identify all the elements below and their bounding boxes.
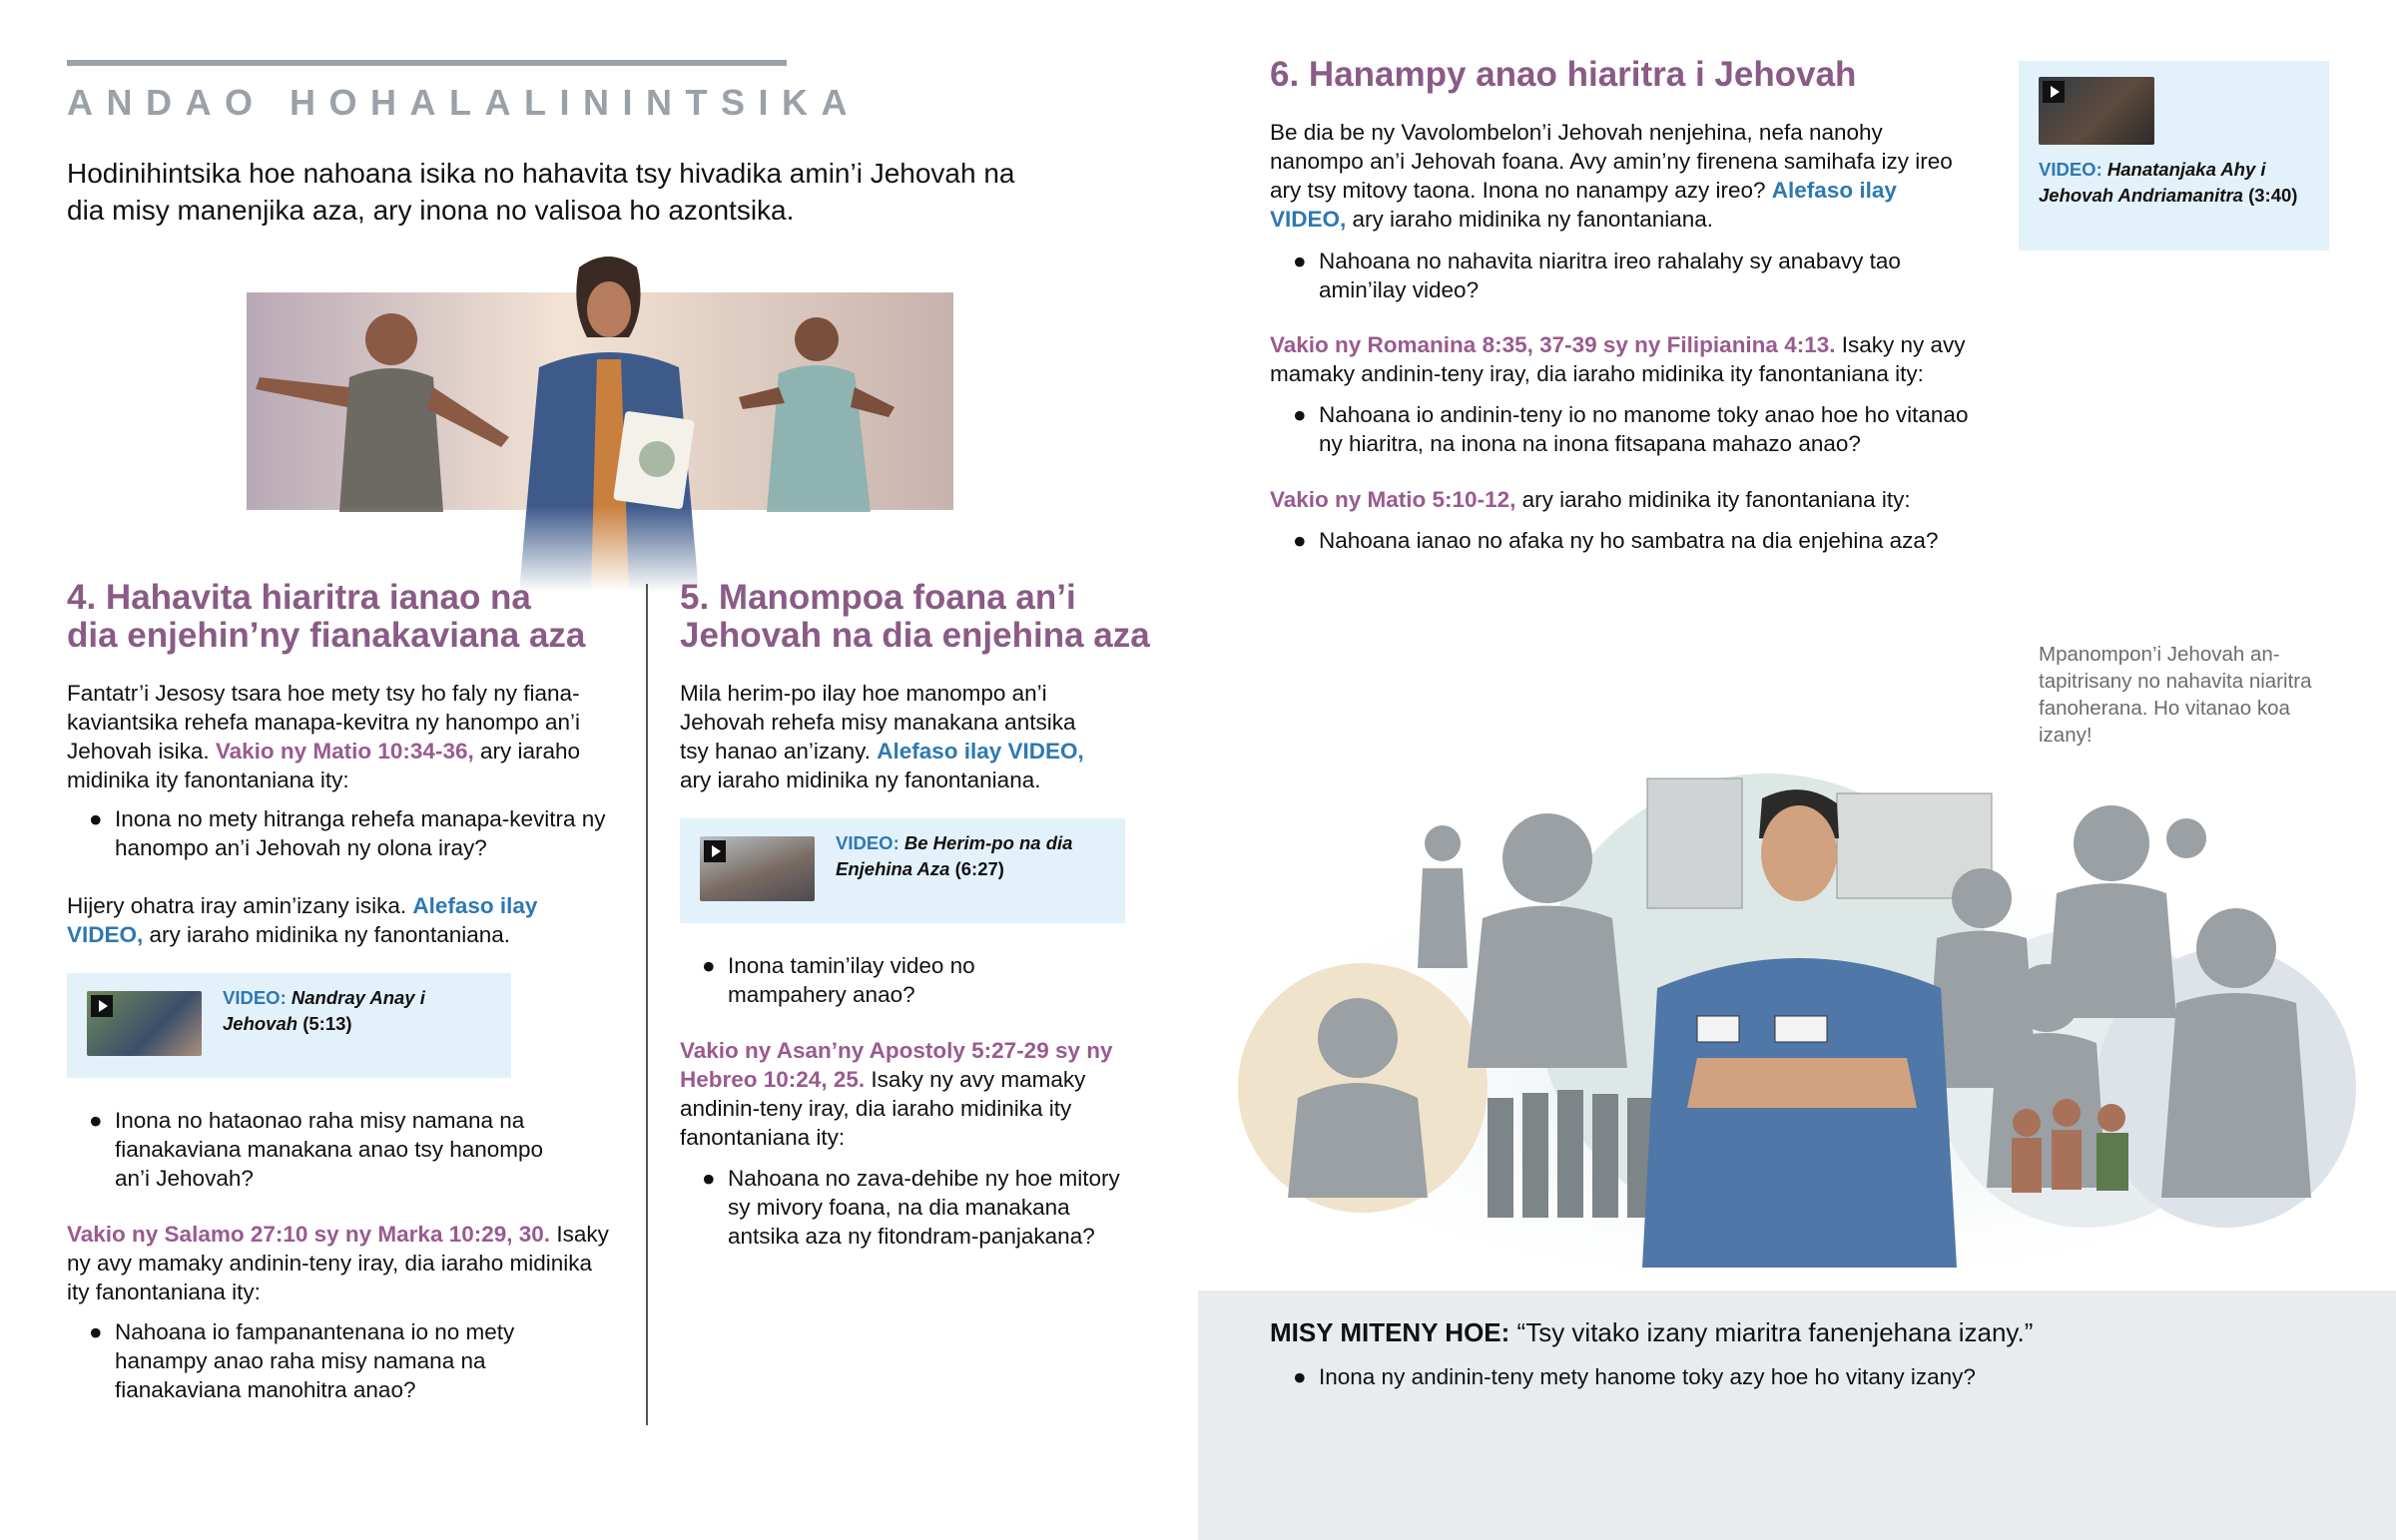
family-illustration xyxy=(220,248,958,592)
intro-text: Hodinihintsika hoe nahoana isika no hahavita tsy hivadika amin’i Jehovah na dia misy manenjika aza, ary inona no valisoa ho azontsika. xyxy=(67,158,1015,226)
video-thumbnail[interactable] xyxy=(87,991,202,1056)
column-divider xyxy=(646,584,648,1425)
section-6-heading: 6. Hanampy anao hiaritra i Jehovah xyxy=(1270,55,1857,94)
video-caption: VIDEO: Hanatanjaka Ahy i Jehovah Andriamanitra (3:40) xyxy=(2039,159,2298,206)
bullet-icon: ● xyxy=(702,1166,716,1191)
bullet-icon: ● xyxy=(89,1108,103,1133)
play-icon[interactable] xyxy=(704,840,726,862)
video-caption: VIDEO: Be Herim-po na dia Enjehina Aza (6:27) xyxy=(836,832,1073,879)
objection-line: MISY MITENY HOE: “Tsy vitako izany miaritra fanenjehana izany.” xyxy=(1270,1317,2034,1347)
section-4-paragraph-3: Vakio ny Salamo 27:10 sy ny Marka 10:29, 30. Isaky ny avy mamaky andinin-teny iray, dia iaraho midinika ity fanontaniana ity: xyxy=(67,1222,609,1304)
bullet-icon: ● xyxy=(89,806,103,831)
section-5-paragraph-1: Mila herim-po ilay hoe manompo an’i Jehovah rehefa misy manakana antsika tsy hanao an’izany. Alefaso ilay VIDEO, ary iaraho midinika ny fanontaniana. xyxy=(680,681,1084,792)
section-6-paragraph-2: Vakio ny Romanina 8:35, 37-39 sy ny Filipianina 4:13. Isaky ny avy mamaky andinin-teny iray, dia iaraho midinika ity fanontaniana ity: xyxy=(1270,332,1966,386)
video-thumbnail[interactable] xyxy=(2039,77,2154,145)
illustration-caption: Mpanompon’i Jehovah an-tapitrisany no nahavita niaritra fanoherana. Ho vitanao koa izany! xyxy=(2039,643,2312,747)
section-4-paragraph-2: Hijery ohatra iray amin’izany isika. Alefaso ilay VIDEO, ary iaraho midinika ny fanontaniana. xyxy=(67,893,538,947)
question-bullet: ● Nahoana no nahavita niaritra ireo rahalahy sy anabavy tao amin’ilay video? xyxy=(1293,249,1901,302)
question-bullet: ● Nahoana io andinin-teny io no manome toky anao hoe ho vitanao ny hiaritra, na inona na inona fitsapana mahazo anao? xyxy=(1293,402,1969,456)
question-bullet: ● Nahoana no zava-dehibe ny hoe mitory sy mivory foana, na dia manakana antsika aza ny fitondram-panjakana? xyxy=(702,1166,1120,1249)
section-6-paragraph-3: Vakio ny Matio 5:10-12, ary iaraho midinika ity fanontaniana ity: xyxy=(1270,487,1911,512)
question-bullet: ● Nahoana ianao no afaka ny ho sambatra na dia enjehina aza? xyxy=(1293,528,1939,553)
play-icon[interactable] xyxy=(2043,81,2065,103)
scripture-reference-link[interactable]: Vakio ny Salamo 27:10 sy ny Marka 10:29, 30. xyxy=(67,1222,551,1247)
scripture-reference-link[interactable]: Vakio ny Matio 5:10-12, xyxy=(1270,487,1516,512)
scripture-reference-link[interactable]: Vakio ny Romanina 8:35, 37-39 sy ny Filipianina 4:13. xyxy=(1270,332,1836,357)
play-video-link[interactable]: Alefaso ilay VIDEO, xyxy=(877,739,1084,764)
video-card-nandray-anay[interactable] xyxy=(67,973,511,1078)
question-bullet: ● Inona no mety hitranga rehefa manapa-kevitra ny hanompo an’i Jehovah ny olona iray? xyxy=(89,806,606,860)
video-thumbnail[interactable] xyxy=(700,836,815,901)
section-4-heading: 4. Hahavita hiaritra ianao na dia enjehin’ny fianakaviana aza xyxy=(67,578,586,655)
bullet-icon: ● xyxy=(1293,1364,1307,1389)
section-5-heading: 5. Manompoa foana an’i Jehovah na dia enjehina aza xyxy=(680,578,1150,655)
bullet-icon: ● xyxy=(1293,249,1307,273)
bullet-icon: ● xyxy=(702,953,716,978)
section-5-paragraph-2: Vakio ny Asan’ny Apostoly 5:27-29 sy ny Hebreo 10:24, 25. Isaky ny avy mamaky andinin-teny iray, dia iaraho midinika ity fanontaniana ity: xyxy=(680,1038,1113,1150)
video-card-hanatanjaka-ahy[interactable] xyxy=(2019,61,2329,251)
bullet-icon: ● xyxy=(1293,528,1307,553)
play-icon[interactable] xyxy=(91,995,113,1017)
scripture-reference-link[interactable]: Vakio ny Asan’ny Apostoly 5:27-29 sy ny Hebreo 10:24, 25. xyxy=(680,1038,1113,1092)
witnesses-illustration xyxy=(1228,769,2356,1268)
bullet-icon: ● xyxy=(1293,402,1307,427)
question-bullet: ● Inona ny andinin-teny mety hanome toky azy hoe ho vitany izany? xyxy=(1293,1364,1976,1389)
section-rule xyxy=(67,60,787,66)
question-bullet: ● Inona tamin’ilay video no mampahery anao? xyxy=(702,953,975,1007)
video-caption: VIDEO: Nandray Anay i Jehovah (5:13) xyxy=(223,987,425,1034)
question-bullet: ● Nahoana io fampanantenana io no mety hanampy anao raha misy namana na fianakaviana manohitra anao? xyxy=(89,1319,515,1402)
play-video-link[interactable]: Alefaso ilay VIDEO, xyxy=(1270,178,1897,232)
section-6-paragraph-1: Be dia be ny Vavolombelon’i Jehovah nenjehina, nefa nanohy nanompo an’i Jehovah foana. Avy amin’ny firenena samihafa izy ireo ary tsy mitovy taona. Inona no nanampy azy ireo? Alefaso ilay VIDEO, ary iaraho midinika ny fanontaniana. xyxy=(1270,120,1953,232)
play-video-link[interactable]: Alefaso ilay VIDEO, xyxy=(67,893,538,947)
section-kicker: ANDAO HOHALALININTSIKA xyxy=(67,82,861,123)
section-4-paragraph-1: Fantatr’i Jesosy tsara hoe mety tsy ho faly ny fiana-kaviantsika rehefa manapa-kevitra ny hanompo an’i Jehovah isika. Vakio ny Matio 10:34-36, ary iaraho midinika ity fanontaniana ity: xyxy=(67,681,581,792)
scripture-reference-link[interactable]: Vakio ny Matio 10:34-36, xyxy=(215,739,474,764)
bullet-icon: ● xyxy=(89,1319,103,1344)
video-card-be-herim-po[interactable] xyxy=(680,818,1125,923)
question-bullet: ● Inona no hataonao raha misy namana na fianakaviana manakana anao tsy hanompo an’i Jehovah? xyxy=(89,1108,544,1191)
